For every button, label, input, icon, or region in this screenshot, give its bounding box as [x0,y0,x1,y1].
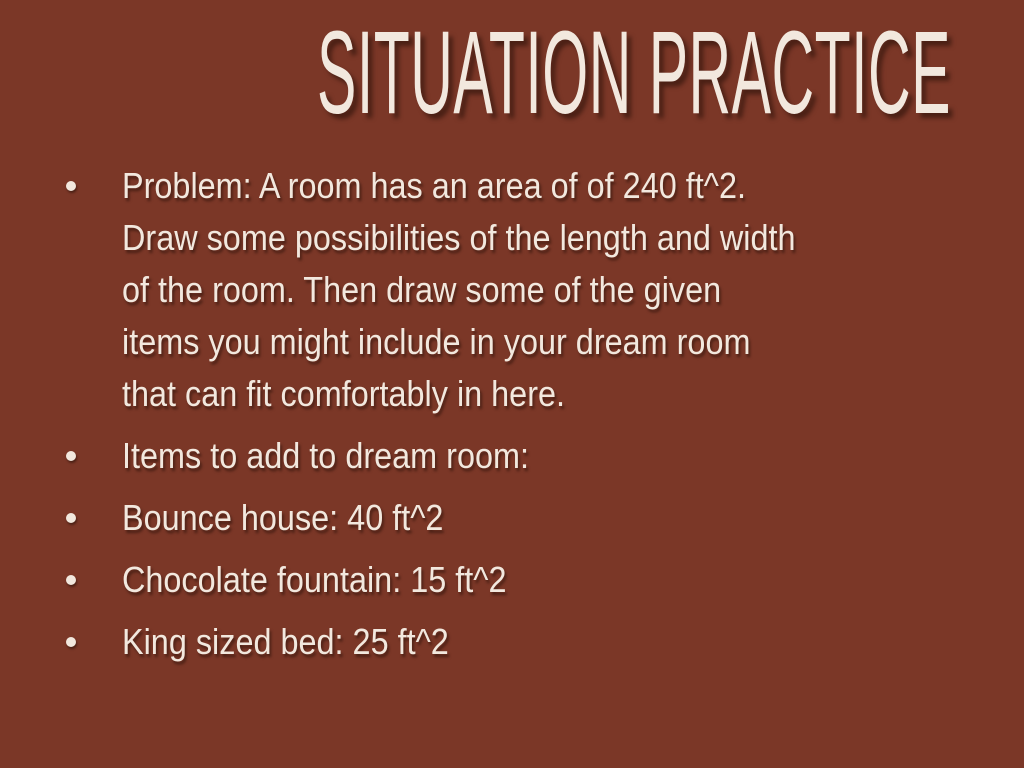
bullet-text [122,492,443,544]
bullet-icon [66,575,76,585]
bullet-line: items you might include in your dream room [122,321,751,362]
bullet-line: of the room. Then draw some of the given [122,269,722,310]
slide-title-text: SITUATION PRACTICE [317,7,952,139]
list-item [66,430,870,482]
bullet-line: that can fit comfortably in here. [122,373,566,414]
list-item [66,160,870,420]
list-item [66,554,870,606]
bullet-icon [66,637,76,647]
bullet-text [122,554,506,606]
bullet-text [122,160,796,420]
list-item [66,492,870,544]
bullet-icon [66,513,76,523]
bullet-line: Bounce house: 40 ft^2 [122,497,444,538]
bullet-line: Draw some possibilities of the length and width [122,217,796,258]
bullet-line: King sized bed: 25 ft^2 [122,621,449,662]
slide-title [0,7,1024,139]
bullet-text [122,616,449,668]
bullet-line: Problem: A room has an area of of 240 ft^2. [122,165,746,206]
bullet-list [66,160,870,678]
bullet-text [122,430,529,482]
bullet-line: Items to add to dream room: [122,435,529,476]
bullet-icon [66,181,76,191]
bullet-icon [66,451,76,461]
list-item [66,616,870,668]
bullet-line: Chocolate fountain: 15 ft^2 [122,559,507,600]
